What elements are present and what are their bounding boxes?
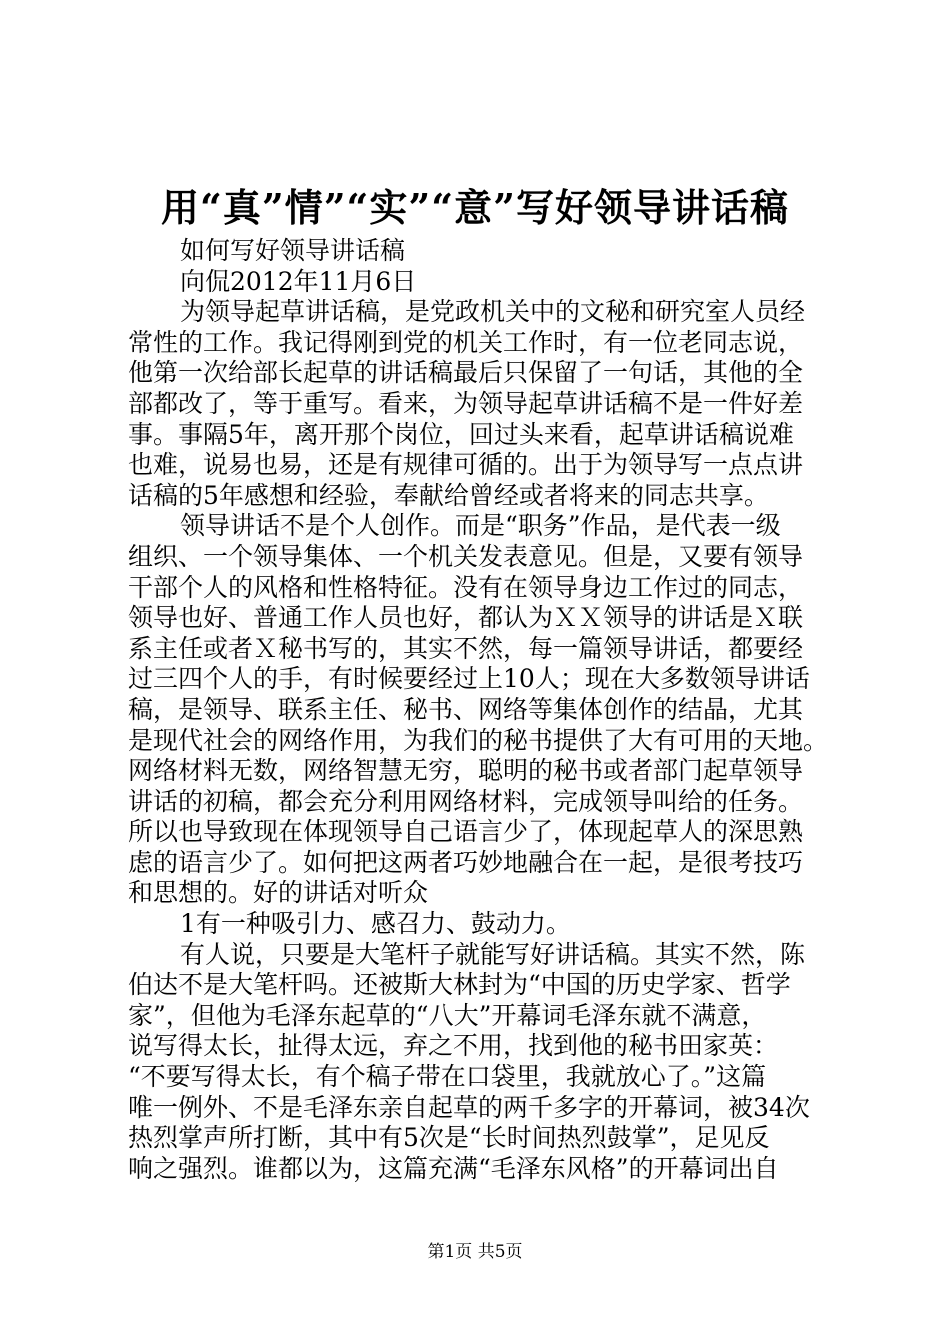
body-line: “不要写得太长，有个稿子带在口袋里，我就放心了。”这篇	[128, 1062, 767, 1092]
body-line: 话稿的5年感想和经验，奉献给曾经或者将来的同志共享。	[128, 480, 769, 510]
body-line: 干部个人的风格和性格特征。没有在领导身边工作过的同志，	[128, 572, 804, 602]
body-line: 家”，但他为毛泽东起草的“八大”开幕词毛泽东就不满意，	[128, 1000, 767, 1030]
body-line: 稿，是领导、联系主任、秘书、网络等集体创作的结晶，尤其	[128, 694, 804, 724]
body-line: 说写得太长，扯得太远，弃之不用，找到他的秘书田家英：	[128, 1031, 779, 1061]
subtitle-line: 如何写好领导讲话稿	[180, 236, 406, 265]
body-line: 热烈掌声所打断，其中有5次是“长时间热烈鼓掌”，足见反	[128, 1123, 770, 1153]
document-title: 用“真”情”“实”“意”写好领导讲话稿	[160, 185, 789, 230]
body-line: 领导讲话不是个人创作。而是“职务”作品，是代表一级	[180, 511, 781, 541]
body-line: 是现代社会的网络作用，为我们的秘书提供了大有可用的天地。	[128, 725, 829, 755]
body-line: 部都改了，等于重写。看来，为领导起草讲话稿不是一件好差	[128, 388, 804, 418]
body-line: 和思想的。好的讲话对听众	[128, 878, 429, 908]
body-line: 网络材料无数，网络智慧无穷，聪明的秘书或者部门起草领导	[128, 756, 804, 786]
body-line: 过三四个人的手，有时候要经过上10人；现在大多数领导讲话	[128, 664, 810, 694]
body-line: 常性的工作。我记得刚到党的机关工作时，有一位老同志说，	[128, 327, 804, 357]
body-line: 组织、一个领导集体、一个机关发表意见。但是，又要有领导	[128, 541, 804, 571]
author-date-line: 向侃2012年11月6日	[180, 266, 417, 296]
body-line: 响之强烈。谁都以为，这篇充满“毛泽东风格”的开幕词出自	[128, 1153, 779, 1183]
body-line: 为领导起草讲话稿，是党政机关中的文秘和研究室人员经	[180, 297, 806, 327]
document-body	[128, 236, 838, 1184]
body-line: 系主任或者Ｘ秘书写的，其实不然，每一篇领导讲话，都要经	[128, 633, 804, 663]
body-line: 也难，说易也易，还是有规律可循的。出于为领导写一点点讲	[128, 450, 804, 480]
body-line: 事。事隔5年，离开那个岗位，回过头来看，起草讲话稿说难	[128, 419, 794, 449]
body-line: 伯达不是大笔杆吗。还被斯大林封为“中国的历史学家、哲学	[128, 970, 791, 1000]
body-line: 讲话的初稿，都会充分利用网络材料，完成领导叫给的任务。	[128, 786, 804, 816]
body-line: 有人说，只要是大笔杆子就能写好讲话稿。其实不然，陈	[180, 939, 806, 969]
body-line: 所以也导致现在体现领导自己语言少了，体现起草人的深思熟	[128, 817, 804, 847]
page-footer: 第1页 共5页	[427, 1242, 523, 1262]
body-line: 虑的语言少了。如何把这两者巧妙地融合在一起，是很考技巧	[128, 847, 804, 877]
body-line: 领导也好、普通工作人员也好，都认为ＸＸ领导的讲话是Ｘ联	[128, 603, 804, 633]
body-line: 唯一例外、不是毛泽东亲自起草的两千多字的开幕词，被34次	[128, 1092, 810, 1122]
body-line: 他第一次给部长起草的讲话稿最后只保留了一句话，其他的全	[128, 358, 804, 388]
body-line: 1有一种吸引力、感召力、鼓动力。	[180, 909, 571, 939]
